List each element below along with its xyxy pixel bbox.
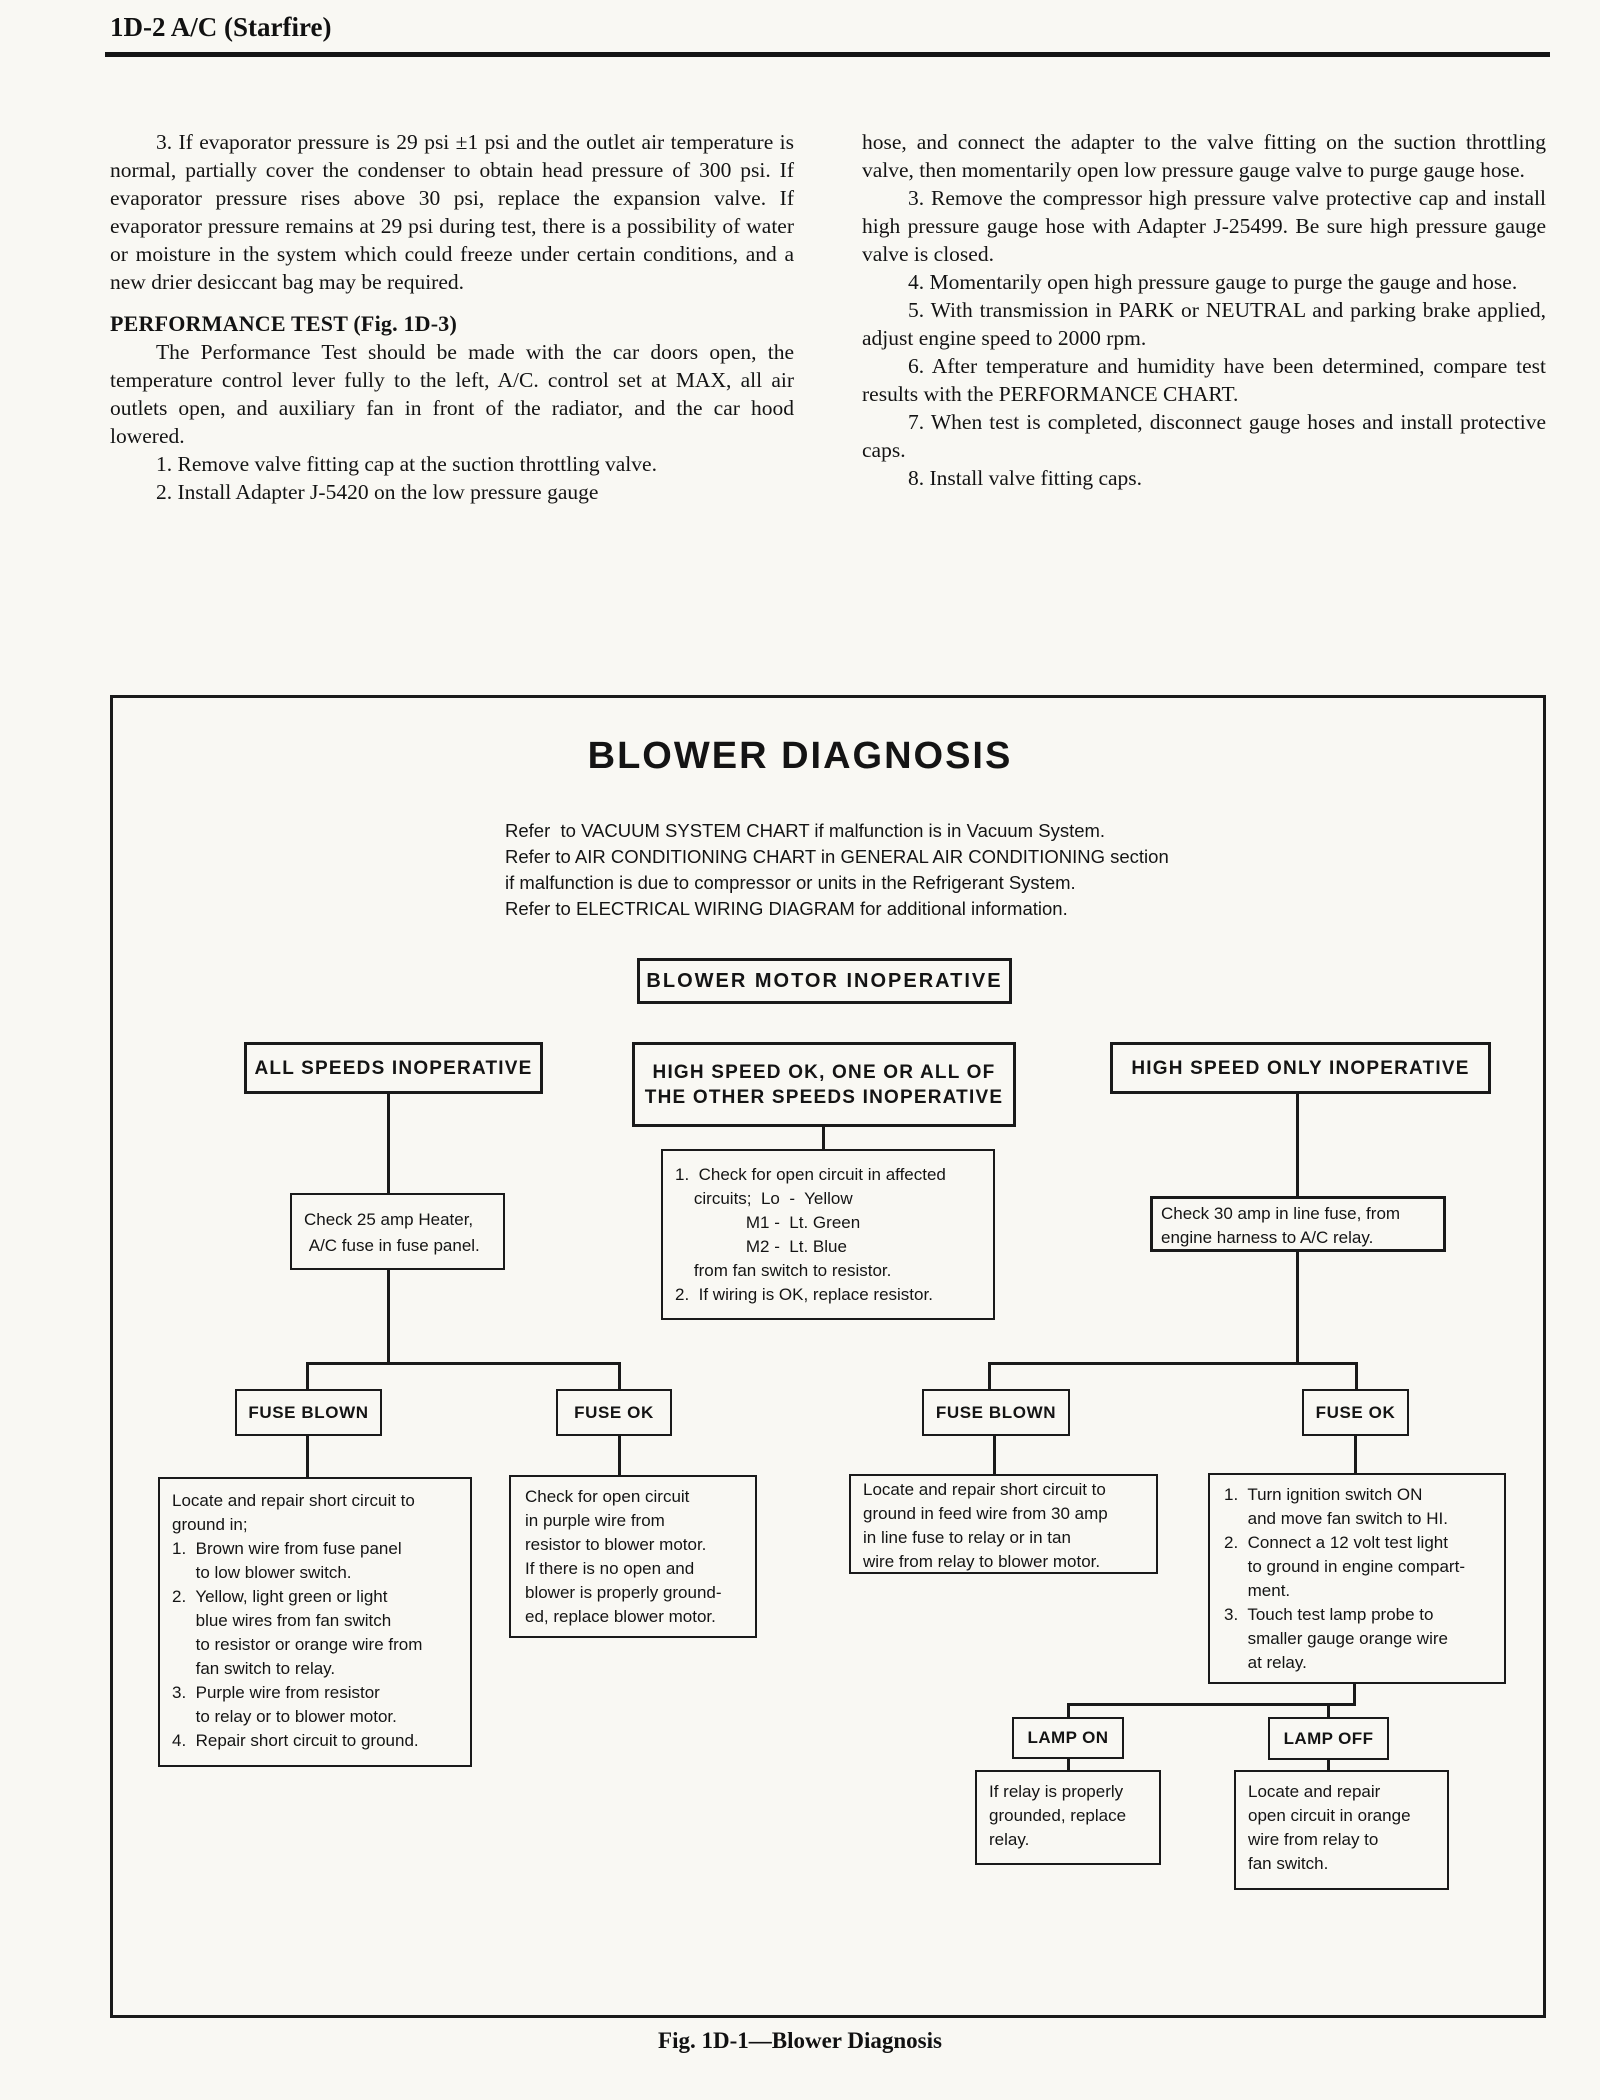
connector-line <box>387 1270 390 1365</box>
left-column <box>110 128 794 506</box>
node-check-30amp-fuse: Check 30 amp in line fuse, from engine harness to A/C relay. <box>1150 1196 1446 1252</box>
flowchart-title: BLOWER DIAGNOSIS <box>587 735 1013 777</box>
node-high-speed-ok-others-inoperative: HIGH SPEED OK, ONE OR ALL OF THE OTHER SPEEDS INOPERATIVE <box>632 1042 1016 1127</box>
node-lamp-on-detail: If relay is properly grounded, replace relay. <box>975 1770 1161 1865</box>
connector-line <box>1355 1362 1358 1389</box>
connector-line <box>1327 1703 1330 1717</box>
paragraph: The Performance Test should be made with the car doors open, the temperature control lever fully to the left, A/C. control set at MAX, all air outlets open, and auxiliary fan in front of the radiator, and the car hood lowered. <box>110 340 794 448</box>
paragraph: 3. If evaporator pressure is 29 psi ±1 psi and the outlet air temperature is normal, partially cover the condenser to obtain head pressure of 300 psi. If evaporator pressure rises above 30 psi, replace the expansion valve. If evaporator pressure remains at 29 psi during test, there is a possibility of water or moisture in the system which could freeze under certain conditions, and a new drier desiccant bag may be required. <box>110 130 794 294</box>
connector-line <box>988 1362 1358 1365</box>
connector-line <box>1296 1094 1299 1196</box>
node-all-speeds-inoperative: ALL SPEEDS INOPERATIVE <box>244 1042 543 1094</box>
connector-line <box>306 1362 621 1365</box>
node-blower-motor-inoperative: BLOWER MOTOR INOPERATIVE <box>637 958 1012 1004</box>
node-fuse-ok-left-detail: Check for open circuit in purple wire from resistor to blower motor. If there is no open and blower is properly ground- ed, replace blower motor. <box>509 1475 757 1638</box>
connector-line <box>1067 1703 1070 1717</box>
header-rule <box>105 52 1550 57</box>
page-header: 1D-2 A/C (Starfire) <box>110 12 332 42</box>
paragraph: hose, and connect the adapter to the valve fitting on the suction throttling valve, then momentarily open low pressure gauge valve to purge gauge hose. <box>862 130 1546 182</box>
connector-line <box>1354 1436 1357 1473</box>
connector-line <box>306 1436 309 1477</box>
connector-line <box>1327 1760 1330 1770</box>
connector-line <box>993 1436 996 1474</box>
flowchart-refer-notes: Refer to VACUUM SYSTEM CHART if malfunction is in Vacuum System. Refer to AIR CONDITIONING CHART in GENERAL AIR CONDITIONING section if malfunction is due to compressor or units in the Refrigerant System. Refer to ELECTRICAL WIRING DIAGRAM for additional information. <box>505 820 1169 919</box>
connector-line <box>988 1362 991 1389</box>
connector-line <box>618 1362 621 1389</box>
node-lamp-off-detail: Locate and repair open circuit in orange wire from relay to fan switch. <box>1234 1770 1449 1890</box>
node-fuse-blown-left-detail: Locate and repair short circuit to ground in; 1. Brown wire from fuse panel to low blower switch. 2. Yellow, light green or light blue wires from fan switch to resistor or orange wire from fan switch to relay. 3. Purple wire from resistor to relay or to blower motor. 4. Repair short circuit to ground. <box>158 1477 472 1767</box>
node-fuse-blown-right: FUSE BLOWN <box>922 1389 1070 1436</box>
paragraph: 4. Momentarily open high pressure gauge to purge the gauge and hose. <box>908 270 1518 294</box>
paragraph: 3. Remove the compressor high pressure valve protective cap and install high pressure gauge hose with Adapter J-25499. Be sure high pressure gauge valve is closed. <box>862 186 1546 266</box>
node-fuse-ok-left: FUSE OK <box>556 1389 672 1436</box>
connector-line <box>1067 1703 1356 1706</box>
connector-line <box>1067 1759 1070 1770</box>
connector-line <box>822 1127 825 1149</box>
node-fuse-ok-right: FUSE OK <box>1302 1389 1409 1436</box>
node-fuse-blown-left: FUSE BLOWN <box>235 1389 382 1436</box>
node-lamp-on: LAMP ON <box>1012 1717 1124 1759</box>
node-open-circuit-detail: 1. Check for open circuit in affected circuits; Lo - Yellow M1 - Lt. Green M2 - Lt. Blue from fan switch to resistor. 2. If wiring is OK, replace resistor. <box>661 1149 995 1320</box>
paragraph: 2. Install Adapter J-5420 on the low pressure gauge <box>156 480 599 504</box>
connector-line <box>618 1436 621 1475</box>
right-column <box>862 128 1546 492</box>
paragraph: 6. After temperature and humidity have been determined, compare test results with the PERFORMANCE CHART. <box>862 354 1546 406</box>
figure-caption: Fig. 1D-1—Blower Diagnosis <box>658 2028 942 2053</box>
paragraph: 8. Install valve fitting caps. <box>908 466 1143 490</box>
node-high-speed-only-inoperative: HIGH SPEED ONLY INOPERATIVE <box>1110 1042 1491 1094</box>
paragraph: 1. Remove valve fitting cap at the suction throttling valve. <box>156 452 657 476</box>
node-fuse-ok-right-detail: 1. Turn ignition switch ON and move fan switch to HI. 2. Connect a 12 volt test light to ground in engine compart- ment. 3. Touch test lamp probe to smaller gauge orange wire at relay. <box>1208 1473 1506 1684</box>
node-fuse-blown-right-detail: Locate and repair short circuit to ground in feed wire from 30 amp in line fuse to relay or in tan wire from relay to blower motor. <box>849 1474 1158 1574</box>
paragraph: 5. With transmission in PARK or NEUTRAL and parking brake applied, adjust engine speed to 2000 rpm. <box>862 298 1546 350</box>
node-check-25amp-fuse: Check 25 amp Heater, A/C fuse in fuse panel. <box>290 1193 505 1270</box>
connector-line <box>387 1094 390 1193</box>
connector-line <box>306 1362 309 1389</box>
node-lamp-off: LAMP OFF <box>1268 1717 1389 1760</box>
connector-line <box>1296 1252 1299 1365</box>
paragraph: 7. When test is completed, disconnect gauge hoses and install protective caps. <box>862 410 1546 462</box>
section-heading: PERFORMANCE TEST (Fig. 1D-3) <box>110 311 458 336</box>
